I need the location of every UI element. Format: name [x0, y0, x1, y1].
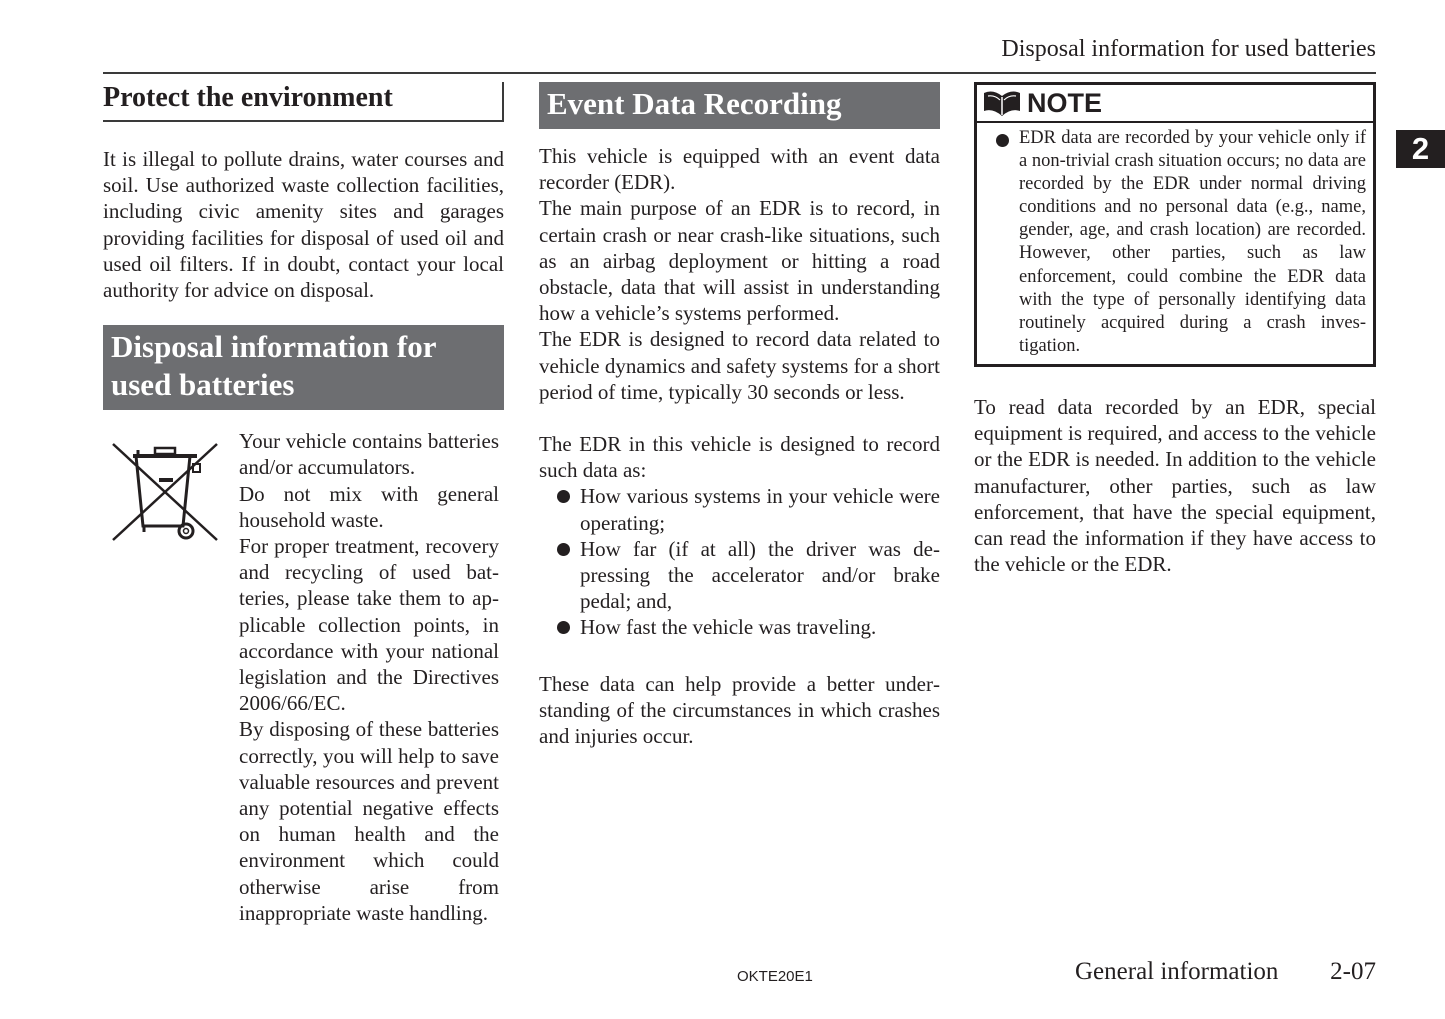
battery-paragraph: Do not mix with general household waste. — [239, 481, 499, 532]
edr-closing-paragraph: These data can help provide a better understanding of the circumstances in which crashes and injuries occur. — [539, 671, 940, 749]
edr-list-intro: The EDR in this vehicle is designed to record such data as: — [539, 432, 940, 483]
note-title: NOTE — [1027, 88, 1103, 118]
edr-intro-paragraph: The EDR is designed to record data related to vehicle dynamics and safety systems for a short period of time, typically 30 seconds or less. — [539, 327, 940, 404]
note-header — [977, 85, 1373, 123]
middle-column — [539, 82, 940, 749]
battery-paragraph: Your vehicle contains batteries and/or accumulators. — [239, 429, 499, 480]
disposal-batteries-heading — [103, 325, 504, 410]
footer-section-title: General information — [1075, 958, 1279, 985]
header-rule — [103, 72, 1376, 74]
document-code: OKTE20E1 — [737, 968, 813, 985]
protect-environment-body: It is illegal to pollute drains, water courses and soil. Use authorized waste collection facilities, including civic amenity sites and garages providing facilities for disposal of used oil and used oil filters. If in doubt, contact your local authority for advice on disposal. — [103, 147, 504, 303]
note-item: EDR data are recorded by your vehicle only if a non-trivial crash situation occurs; no data are recorded by the EDR under normal driving conditions and no personal data (e.g., name, gender, age, and crash location) are recorded. However, other parties, such as law enforcement, could combine the EDR data with the type of personally identifying data routinely acquired during a crash investigation. — [977, 127, 1366, 358]
event-data-recording-heading: Event Data Recording — [539, 82, 940, 129]
left-column — [103, 82, 504, 926]
page-number: 2-07 — [1330, 958, 1376, 985]
chapter-tab: 2 — [1396, 130, 1445, 168]
edr-reading-paragraph: To read data recorded by an EDR, special equipment is required, and access to the vehicle or the EDR is needed. In addition to the vehicle manufacturer, other parties, such as law enforcement, that have the special equipment, can read the information if they have access to the vehicle or the EDR. — [974, 394, 1376, 577]
spacer — [539, 405, 940, 431]
disposal-heading-line1: Disposal information for — [111, 329, 437, 365]
list-item: How various systems in your vehicle were operating; — [539, 483, 940, 535]
disposal-heading-line2: used batteries — [111, 367, 295, 403]
spacer — [539, 641, 940, 671]
edr-intro-paragraph: The main purpose of an EDR is to record, in certain crash or near crash-like situations, such as an airbag deployment or hitting a road obstacle, data that will assist in understanding how a vehicle’s systems performed. — [539, 196, 940, 326]
protect-environment-heading: Protect the environment — [103, 82, 504, 122]
running-header-title: Disposal information for used batteries — [1001, 36, 1376, 62]
crossed-out-wheelie-bin-icon — [111, 434, 219, 542]
note-body — [977, 123, 1373, 364]
edr-intro-paragraph: This vehicle is equipped with an event data recorder (EDR). — [539, 144, 940, 195]
list-item: How fast the vehicle was traveling. — [539, 614, 940, 640]
list-item: How far (if at all) the driver was depressing the accelerator and/or brake pedal; and, — [539, 536, 940, 615]
battery-disposal-text — [239, 428, 499, 926]
edr-recorded-data-list — [539, 483, 940, 640]
battery-disposal-block — [103, 428, 504, 926]
note-box — [974, 82, 1376, 367]
battery-paragraph: By disposing of these batteries correctly, you will help to save valuable resources and prevent any potential negative effects on human health and the environment which could otherwise arise from inappropriate waste handling. — [239, 717, 499, 925]
battery-paragraph: For proper treatment, recovery and recycling of used batteries, please take them to applicable collection points, in accordance with your national legislation and the Directives 2006/66/EC. — [239, 534, 499, 716]
open-book-icon — [983, 89, 1021, 117]
right-column — [974, 82, 1376, 577]
